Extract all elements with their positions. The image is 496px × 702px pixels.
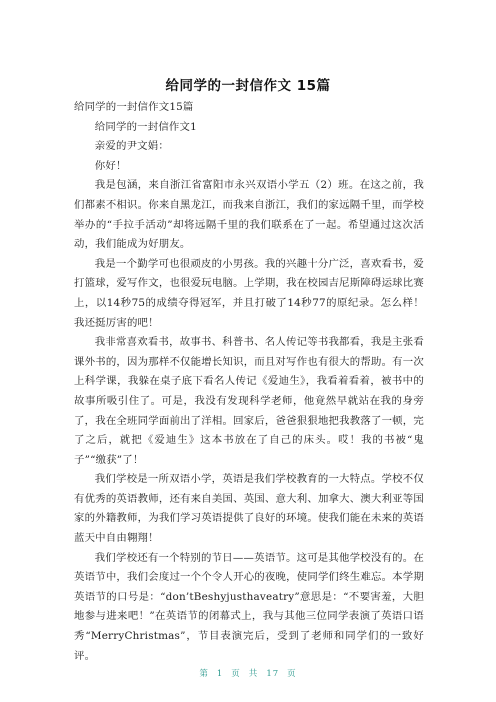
salutation: 亲爱的尹文娟：	[94, 140, 169, 153]
footer-page-number: 1	[216, 669, 224, 679]
document-title: 给同学的一封信作文 15篇	[165, 78, 331, 94]
document-body	[74, 98, 424, 666]
greeting: 你好！	[94, 159, 127, 172]
page-footer	[0, 667, 496, 679]
footer-page-unit: 页	[231, 669, 241, 679]
paragraph: 我非常喜欢看书，故事书、科普书、名人传记等书我都看，我是主张看课外书的，因为那样不仅能增长知识，而且对写作也有很大的帮助。有一次上科学课，我躲在桌子底下看名人传记《爱迪生》，我看着看着，被书中的故事所吸引住了。可是，我没有发现科学老师，他竟然早就站在我的身旁了，我在全班同学面前出了洋相。回家后，爸爸狠狠地把我教落了一顿，完了之后，就把《爱迪生》这本书放在了自己的床头。哎！我的书被“鬼子”“缴获”了！	[74, 336, 424, 466]
footer-total-word: 共	[248, 669, 259, 679]
paragraph: 我是包涵，来自浙江省富阳市永兴双语小学五（2）班。在这之前，我们都素不相识。你来自黑龙江，而我来自浙江，我们的家远隔千里，而学校举办的“手拉手活动”却将远隔千里的我们联系在了一起。希望通过这次活动，我们能成为好朋友。	[74, 179, 424, 251]
footer-total-pages: 17	[266, 669, 280, 679]
footer-total-unit: 页	[287, 669, 297, 679]
paragraph: 我们学校还有一个特别的节日——英语节。这可是其他学校没有的。在英语节中，我们会度过一个个令人开心的夜晚，使同学们终生难忘。本学期英语节的口号是：“don’tBeshyjusthaveatry”意思是：“不要害羞，大胆地参与进来吧！”在英语节的闭幕式上，我与其他三位同学表演了英语口语秀“MerryChristmas”，节目表演完后，受到了老师和同学们的一致好评。	[74, 551, 424, 662]
paragraph: 我是一个勤学可也很顽皮的小男孩。我的兴趣十分广泛，喜欢看书，爱打篮球，爱写作文，也很爱玩电脑。上学期，我在校园吉尼斯障碍运球比赛上，以14秒75的成绩夺得冠军，并且打破了14秒77的原纪录。怎么样！我还挺厉害的吧！	[74, 257, 424, 329]
paragraph: 我们学校是一所双语小学，英语是我们学校教育的一大特点。学校不仅有优秀的英语教师，还有来自美国、英国、意大利、加拿大、澳大利亚等国家的外籍教师，为我们学习英语提供了良好的环境。使我们能在未来的英语蓝天中自由翱翔！	[74, 473, 424, 545]
essay-heading: 给同学的一封信作文1	[94, 120, 197, 133]
document-subtitle: 给同学的一封信作文15篇	[74, 101, 194, 113]
footer-page-word: 第	[199, 669, 209, 679]
